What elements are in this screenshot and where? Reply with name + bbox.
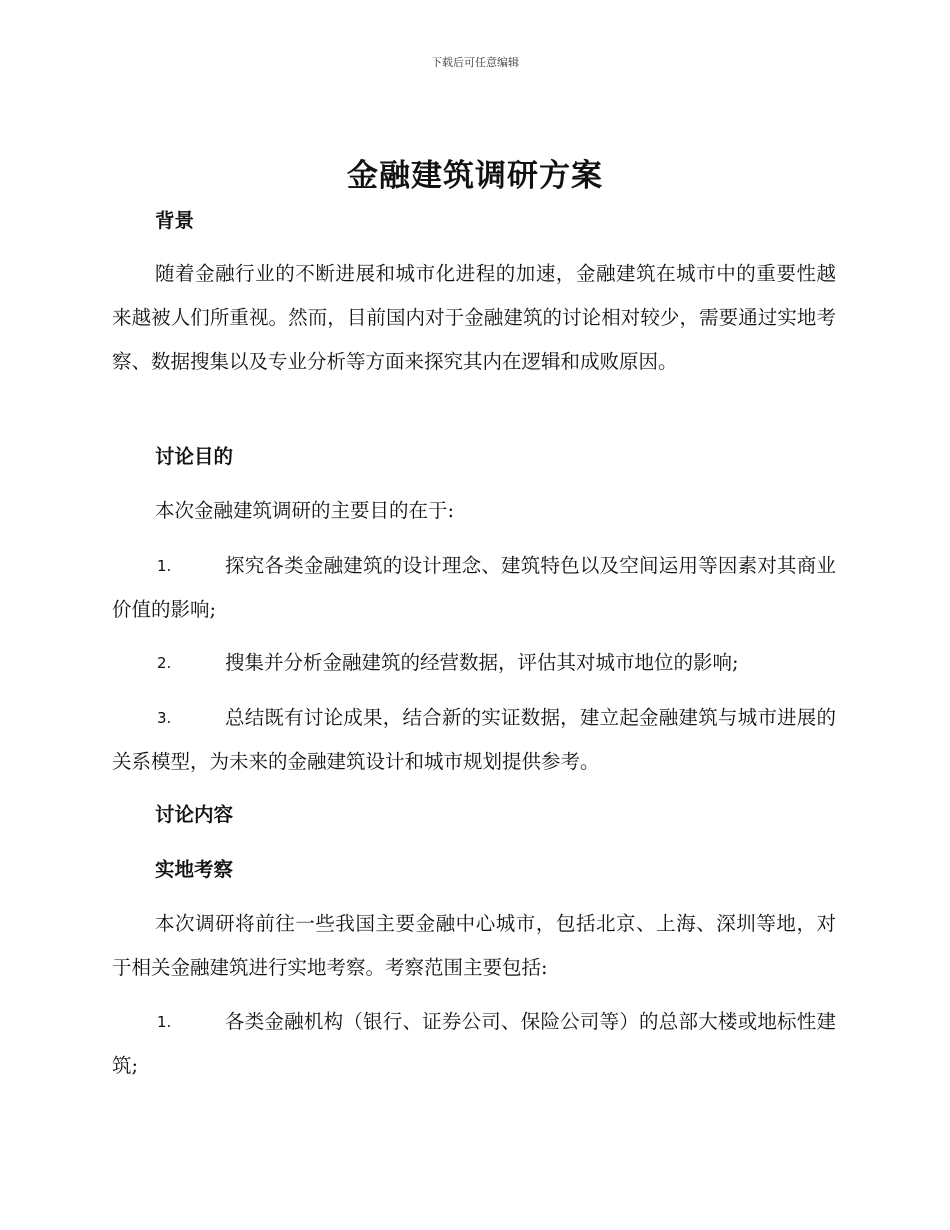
background-paragraph: 随着金融行业的不断进展和城市化进程的加速，金融建筑在城市中的重要性越来越被人们所重视。然而，目前国内对于金融建筑的讨论相对较少，需要通过实地考察、数据搜集以及专业分析等方面来探究其内在逻辑和成败原因。 — [112, 262, 836, 373]
heading-purpose: 讨论目的 — [155, 445, 234, 468]
list-number: 3. — [157, 709, 172, 727]
list-text: 总结既有讨论成果，结合新的实证数据，建立起金融建筑与城市进展的关系模型，为未来的金融建筑设计和城市规划提供参考。 — [112, 706, 836, 773]
purpose-list-item-2 — [112, 641, 836, 685]
list-number: 1. — [157, 1013, 172, 1031]
content-paragraph: 本次调研将前往一些我国主要金融中心城市，包括北京、上海、深圳等地，对于相关金融建筑进行实地考察。考察范围主要包括: — [112, 912, 836, 979]
list-text: 各类金融机构（银行、证券公司、保险公司等）的总部大楼或地标性建筑; — [112, 1010, 836, 1077]
list-number: 2. — [157, 654, 172, 672]
purpose-list-item-3 — [112, 696, 836, 784]
purpose-list-item-1 — [112, 544, 836, 632]
heading-content: 讨论内容 — [155, 803, 234, 826]
list-text: 探究各类金融建筑的设计理念、建筑特色以及空间运用等因素对其商业价值的影响; — [112, 554, 836, 621]
document-title: 金融建筑调研方案 — [347, 158, 603, 194]
list-number: 1. — [157, 557, 172, 575]
content-list-item-1 — [112, 1000, 836, 1088]
subheading-field-visit: 实地考察 — [155, 858, 234, 881]
purpose-intro: 本次金融建筑调研的主要目的在于: — [155, 499, 455, 522]
header-note: 下载后可任意编辑 — [431, 56, 519, 69]
list-text: 搜集并分析金融建筑的经营数据，评估其对城市地位的影响; — [225, 651, 739, 674]
heading-background: 背景 — [155, 209, 195, 232]
